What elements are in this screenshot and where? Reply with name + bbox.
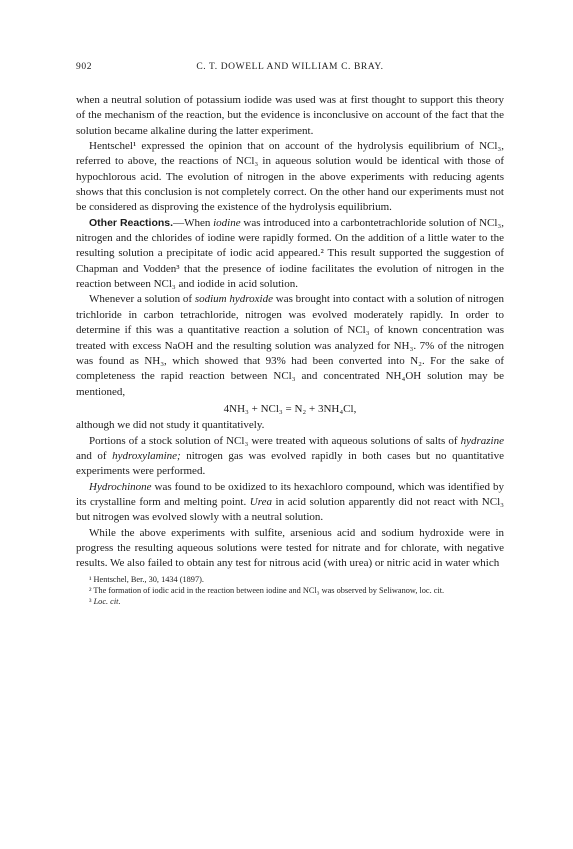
- body-text: [76, 93, 504, 572]
- page-header: [76, 62, 504, 76]
- paragraph-3: [76, 216, 504, 293]
- paragraph-3-text-a: —When: [173, 216, 214, 229]
- paragraph-7-italic-1: Hydrochinone: [89, 480, 152, 493]
- paragraph-7-italic-2: Urea: [249, 495, 272, 508]
- paragraph-5: although we did not study it quantitatively.: [76, 419, 265, 432]
- paragraph-2: Hentschel¹ expressed the opinion that on account of the hydrolysis equilibrium of NCl₃, referred to above, the reactions of NCl₃ in aqueous solution would be identical with those of hypochlorous acid. The evolution of nitrogen in the above experiments with reducing agents shows that this conclusion is not completely correct. On the other hand our experiments must not be considered as disproving the existence of the hydrolysis equilibrium.: [76, 140, 504, 214]
- paragraph-3-text-b: was introduced into a carbontetrachloride solution of NCl₃, nitrogen and the chlorides of iodine were rapidly formed. On the addition of a little water to the resulting solution a precipitate of iodic acid appeared.² This result supported the suggestion of Chapman and Vodden³ that the presence of iodine facilitates the evolution of nitrogen in the reaction between NCl₃ and iodide in acid solution.: [76, 216, 505, 291]
- footnote-3-italic: Loc. cit.: [93, 596, 121, 606]
- journal-page: [76, 62, 504, 607]
- paragraph-3-italic: iodine: [213, 216, 241, 229]
- page-number: 902: [76, 62, 93, 72]
- paragraph-6-text-a: Portions of a stock solution of NCl₃ were treated with aqueous solutions of salts of: [89, 434, 461, 447]
- footnote-3: [76, 596, 504, 607]
- paragraph-6: [76, 434, 504, 480]
- paragraph-8: While the above experiments with sulfite, arsenious acid and sodium hydroxide were in progress the resulting aqueous solutions were tested for nitrate and for chlorate, with negative results. We also failed to obtain any test for nitrous acid (with urea) or nitric acid in water which: [76, 526, 504, 570]
- paragraph-6-italic-2: hydroxylamine;: [112, 449, 181, 462]
- running-head: C. T. DOWELL AND WILLIAM C. BRAY.: [196, 62, 384, 72]
- footnote-1: ¹ Hentschel, Ber., 30, 1434 (1897).: [89, 574, 204, 584]
- footnotes: [76, 574, 504, 607]
- paragraph-7-text-a: was found to be oxidized to its hexachloro compound, which was identified by its crystalline form and melting point.: [76, 480, 504, 508]
- paragraph-6-text-c: nitrogen gas was evolved rapidly in both cases but no quantitative experiments were performed.: [76, 449, 504, 478]
- paragraph-6-text-b: and of: [76, 449, 113, 462]
- section-heading-other-reactions: Other Reactions.: [89, 216, 174, 229]
- paragraph-4-italic: sodium hydroxide: [194, 293, 273, 306]
- paragraph-1: when a neutral solution of potassium iodide was used was at first thought to support this theory of the mechanism of the reaction, but the evidence is inconclusive on account of the fact that the solution became alkaline during the latter experiment.: [76, 94, 504, 137]
- paragraph-6-italic-1: hydrazine: [460, 434, 504, 447]
- footnote-3-marker: ³: [89, 596, 94, 606]
- footnote-2: ² The formation of iodic acid in the reaction between iodine and NCl₃ was observed by Seliwanow, loc. cit.: [89, 585, 445, 595]
- paragraph-4-text-a: Whenever a solution of: [89, 293, 195, 306]
- equation: 4NH₃ + NCl₃ = N₂ + 3NH₄Cl,: [223, 402, 357, 415]
- paragraph-7: [76, 480, 504, 526]
- paragraph-7-text-b: in acid solution apparently did not react with NCl₃ but nitrogen was evolved slowly with a neutral solution.: [76, 495, 504, 524]
- paragraph-4-text-b: was brought into contact with a solution of nitrogen trichloride in carbon tetrachloride, nitrogen was evolved moderately rapidly. In order to determine if this was a quantitative reaction a solution of NCl₃ of known concentration was treated with excess NaOH and the resulting solution was analyzed for NH₃. 7% of the nitrogen was found as NH₃, which showed that 93% had been converted into N₂. For the sake of completeness the rapid reaction between NCl₃ and concentrated NH₄OH solution may be mentioned,: [76, 293, 505, 398]
- paragraph-4: [76, 292, 504, 399]
